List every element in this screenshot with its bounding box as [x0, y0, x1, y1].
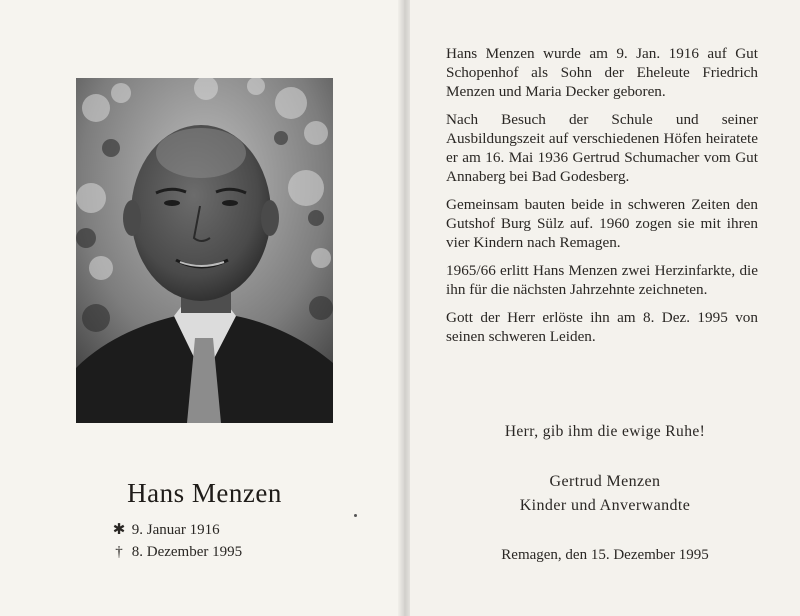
- bio-paragraph: Gemeinsam bauten beide in schweren Zeiten den Gutshof Burg Sülz auf. 1960 zogen sie mit ihren vier Kindern nach Remagen.: [446, 196, 758, 251]
- prayer-line: Herr, gib ihm die ewige Ruhe!: [504, 423, 706, 440]
- death-date: 8. Dezember 1995: [131, 544, 243, 560]
- bio-paragraph: 1965/66 erlitt Hans Menzen zwei Herzinfarkte, die ihn für die nächsten Jahrzehnte zeichneten.: [446, 262, 758, 298]
- mourner-relatives: Kinder und Anverwandte: [519, 497, 691, 514]
- birth-date-line: [110, 519, 242, 541]
- bio-paragraph: Hans Menzen wurde am 9. Jan. 1916 auf Gut Schopenhof als Sohn der Eheleute Friedrich Menzen und Maria Decker geboren.: [446, 45, 758, 100]
- place-and-date: Remagen, den 15. Dezember 1995: [501, 547, 709, 563]
- biography-text: [446, 44, 758, 346]
- birth-star-icon: ✱: [112, 522, 126, 538]
- death-date-line: [110, 541, 242, 563]
- birth-date: 9. Januar 1916: [131, 522, 220, 538]
- mourner-name: Gertrud Menzen: [549, 473, 661, 490]
- bio-paragraph: Gott der Herr erlöste ihn am 8. Dez. 1995 von seinen schweren Leiden.: [446, 309, 758, 345]
- paper-speck: [354, 514, 357, 517]
- bio-paragraph: Nach Besuch der Schule und seiner Ausbildungszeit auf verschiedenen Höfen heiratete er am 16. Mai 1936 Gertrud Schumacher vom Gut Annaberg bei Bad Godesberg.: [446, 111, 758, 185]
- portrait-photo: [76, 78, 333, 423]
- mourners: [410, 470, 800, 518]
- death-cross-icon: †: [115, 544, 123, 560]
- deceased-name: Hans Menzen: [127, 478, 282, 508]
- life-dates: [110, 519, 242, 563]
